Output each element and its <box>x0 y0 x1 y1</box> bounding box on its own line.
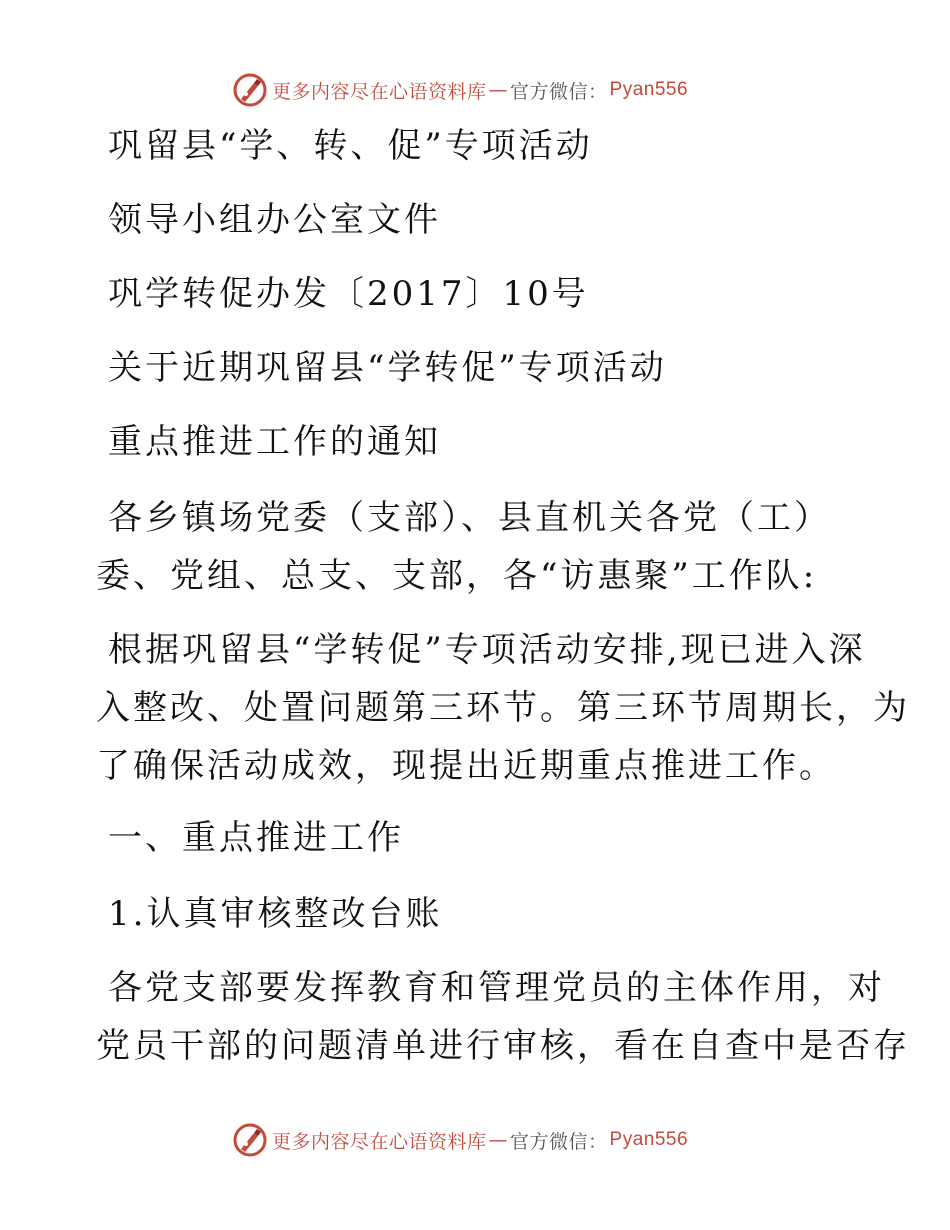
title-line-2: 重点推进工作的通知 <box>108 422 441 462</box>
paragraph-1-line-3: 了确保活动成效，现提出近期重点推进工作。 <box>96 746 836 786</box>
watermark-text: 更多内容尽在心语资料库 <box>272 1130 487 1153</box>
document-number: 巩学转促办发〔2017〕10号 <box>108 274 589 314</box>
watermark-text: 更多内容尽在心语资料库 <box>272 80 487 103</box>
header-line-1: 巩留县“学、转、促”专项活动 <box>108 126 593 166</box>
item-heading-1: 1.认真审核整改台账 <box>108 894 443 934</box>
recipients-line-2: 委、党组、总支、支部，各“访惠聚”工作队: <box>96 556 818 596</box>
watermark-footer <box>232 1120 792 1160</box>
watermark-wechat-id: Pyan556 <box>609 1129 689 1150</box>
pen-logo-icon <box>232 72 268 108</box>
watermark-header <box>232 70 792 110</box>
title-line-1: 关于近期巩留县“学转促”专项活动 <box>108 348 667 388</box>
header-line-2: 领导小组办公室文件 <box>108 200 441 240</box>
watermark-official-label: 官方微信： <box>510 1130 608 1153</box>
paragraph-2-line-2: 党员干部的问题清单进行审核，看在自查中是否存 <box>96 1026 910 1066</box>
watermark-official-label: 官方微信： <box>510 80 608 103</box>
paragraph-1-line-1: 根据巩留县“学转促”专项活动安排,现已进入深 <box>108 630 866 670</box>
watermark-dash: — <box>488 79 509 101</box>
paragraph-1-line-2: 入整改、处置问题第三环节。第三环节周期长，为 <box>96 688 910 728</box>
paragraph-2-line-1: 各党支部要发挥教育和管理党员的主体作用，对 <box>108 968 885 1008</box>
watermark-dash: — <box>488 1129 509 1151</box>
pen-logo-icon <box>232 1122 268 1158</box>
watermark-wechat-id: Pyan556 <box>609 79 689 100</box>
recipients-line-1: 各乡镇场党委（支部）、县直机关各党（工） <box>108 498 831 538</box>
section-heading-1: 一、重点推进工作 <box>108 818 404 858</box>
